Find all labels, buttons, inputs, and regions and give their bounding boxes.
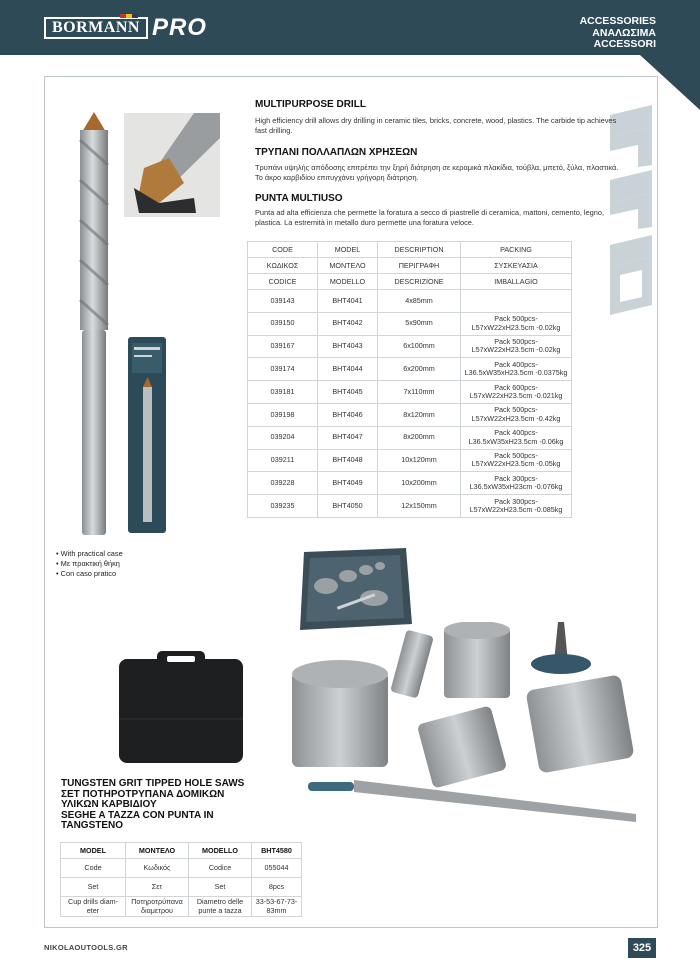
cell-description: 10x120mm — [378, 449, 461, 472]
cell-packing: Pack 500pcs-L57xW22xH23.5cm -0.05kg — [461, 449, 572, 472]
cell-model: BHT4041 — [318, 290, 378, 313]
hole-saws-title-line: ΣΕΤ ΠΟΤΗΡΟΤΡΥΠΑΝΑ ΔΟΜΙΚΩΝ — [61, 788, 225, 800]
brand-suffix: PRO — [151, 14, 207, 41]
page-number: 325 — [628, 938, 656, 958]
cell-packing: Pack 500pcs-L57xW22xH23.5cm -0.02kg — [461, 312, 572, 335]
cell-packing: Pack 300pcs-L36.5xW35xH23cm -0.076kg — [461, 472, 572, 495]
cell-description: 7x110mm — [378, 381, 461, 404]
hole-saws-title-line: TUNGSTEN GRIT TIPPED HOLE SAWS — [61, 778, 245, 789]
spec-header-row — [248, 258, 572, 274]
col-description: DESCRIZIONE — [378, 274, 461, 290]
cell-description: 4x85mm — [378, 290, 461, 313]
hole-saws-title — [61, 779, 244, 832]
hole-saws-spec-table — [60, 842, 302, 917]
table-row — [248, 495, 572, 518]
cell-model: BHT4042 — [318, 312, 378, 335]
drill-bit-image — [74, 110, 114, 538]
cell-model: BHT4049 — [318, 472, 378, 495]
spec-header-row — [248, 242, 572, 258]
col-model-gr: ΜΟΝΤΕΛΟ — [126, 843, 189, 859]
cell-code: 039228 — [248, 472, 318, 495]
cell-code: 039211 — [248, 449, 318, 472]
col-model-it: MODELLO — [189, 843, 252, 859]
drill-title-it: PUNTA MULTIUSO — [255, 193, 343, 204]
table-row — [248, 335, 572, 358]
drill-title-gr: ΤΡΥΠΑΝΙ ΠΟΛΛΑΠΛΩΝ ΧΡΗΣΕΩΝ — [255, 147, 418, 158]
drill-package-image — [128, 337, 166, 533]
table-row — [248, 472, 572, 495]
cell-packing: Pack 600pcs-L57xW22xH23.5cm -0.021kg — [461, 381, 572, 404]
table-row — [61, 897, 302, 917]
table-row — [248, 358, 572, 381]
drill-desc-gr: Τρυπάνι υψηλής απόδοσης επιτρέπει την ξηρή διάτρηση σε κεραμικά πλακίδια, τούβλα, μπετό, ξύλα, πλαστικά. Το άκρο καρβιδίου επιτυγχάνει γρήγορη διάτρηση. — [255, 163, 619, 182]
cell-label-en: Code — [61, 859, 126, 878]
col-description: DESCRIPTION — [378, 242, 461, 258]
table-row — [248, 449, 572, 472]
cell-description: 6x100mm — [378, 335, 461, 358]
table-row — [248, 381, 572, 404]
cell-model: BHT4045 — [318, 381, 378, 404]
col-packing: ΣΥΣΚΕΥΑΣΙΑ — [461, 258, 572, 274]
col-code: ΚΩΔΙΚΟΣ — [248, 258, 318, 274]
col-packing: PACKING — [461, 242, 572, 258]
cell-label-it: Diametro delle punte a tazza — [189, 897, 252, 917]
col-description: ΠΕΡΙΓΡΑΦΗ — [378, 258, 461, 274]
section-titles — [580, 16, 656, 51]
col-code: CODICE — [248, 274, 318, 290]
section-title-it: ACCESSORI — [593, 38, 656, 50]
table-row — [248, 312, 572, 335]
cell-code: 039235 — [248, 495, 318, 518]
col-model: MODEL — [61, 843, 126, 859]
hole-saws-title-line: ΥΛΙΚΩΝ ΚΑΡΒΙΔΙΟΥ — [61, 799, 157, 810]
cell-value: 8pcs — [252, 878, 302, 897]
cell-code: 039174 — [248, 358, 318, 381]
feature-bullets — [56, 549, 123, 579]
table-row — [248, 290, 572, 313]
cell-code: 039150 — [248, 312, 318, 335]
cell-label-en: Cup drills diam-eter — [61, 897, 126, 917]
col-code: CODE — [248, 242, 318, 258]
table-row — [61, 859, 302, 878]
col-model: MODELLO — [318, 274, 378, 290]
cell-description: 8x200mm — [378, 426, 461, 449]
cell-model: BHT4050 — [318, 495, 378, 518]
bullet-item: • Με πρακτική θήκη — [56, 559, 120, 568]
cell-label-it: Codice — [189, 859, 252, 878]
flag-stripes-icon — [120, 14, 138, 18]
cell-code: 039143 — [248, 290, 318, 313]
section-title-en: ACCESSORIES — [579, 15, 656, 27]
hole-saws-image — [288, 622, 636, 822]
cell-model: BHT4047 — [318, 426, 378, 449]
cell-value: 055044 — [252, 859, 302, 878]
cell-model: BHT4046 — [318, 403, 378, 426]
cell-description: 6x200mm — [378, 358, 461, 381]
drill-desc-en: High efficiency drill allows dry drilling in ceramic tiles, bricks, concrete, wood, plastics. The carbide tip achieves fast drilling. — [255, 116, 617, 135]
cell-model: BHT4048 — [318, 449, 378, 472]
drill-tip-closeup-image — [124, 113, 220, 217]
cell-packing: Pack 400pcs- L36.5xW35xH23.5cm -0.0375kg — [461, 358, 572, 381]
table-row — [248, 426, 572, 449]
set-header-row — [61, 843, 302, 859]
cell-label-gr: Κωδικός — [126, 859, 189, 878]
table-row — [61, 878, 302, 897]
col-model: ΜΟΝΤΕΛΟ — [318, 258, 378, 274]
drill-title-en: MULTIPURPOSE DRILL — [255, 99, 366, 110]
cell-packing: Pack 300pcs-L57xW22xH23.5cm -0.085kg — [461, 495, 572, 518]
col-model-value: BHT4580 — [252, 843, 302, 859]
brand-name: BORMANN — [44, 17, 148, 39]
hole-saw-case-open-image — [296, 548, 414, 632]
section-title-gr: ΑΝΑΛΩΣΙΜΑ — [592, 26, 656, 39]
drill-spec-table — [247, 241, 572, 518]
cell-packing: Pack 500pcs-L57xW22xH23.5cm -0.02kg — [461, 335, 572, 358]
cell-packing — [461, 290, 572, 313]
brand-logo — [44, 14, 207, 41]
cell-description: 8x120mm — [378, 403, 461, 426]
drill-desc-it: Punta ad alta efficienza che permette la foratura a secco di piastrelle di ceramica, mattoni, cemento, legno, plastica. La estremità in metallo duro permette una foratura veloce. — [255, 208, 605, 227]
cell-code: 039198 — [248, 403, 318, 426]
hole-saws-title-line: SEGHE A TAZZA CON PUNTA IN — [61, 809, 214, 821]
col-packing: IMBALLAGIO — [461, 274, 572, 290]
cell-code: 039167 — [248, 335, 318, 358]
hole-saw-case-closed-image — [117, 649, 245, 765]
cell-description: 12x150mm — [378, 495, 461, 518]
cell-label-it: Set — [189, 878, 252, 897]
bullet-item: • With practical case — [56, 549, 123, 558]
cell-value: 33-53-67-73-83mm — [252, 897, 302, 917]
cell-model: BHT4043 — [318, 335, 378, 358]
cell-description: 10x200mm — [378, 472, 461, 495]
cell-description: 5x90mm — [378, 312, 461, 335]
table-row — [248, 403, 572, 426]
cell-model: BHT4044 — [318, 358, 378, 381]
cell-packing: Pack 400pcs- L36.5xW35xH23.5cm -0.06kg — [461, 426, 572, 449]
cell-code: 039204 — [248, 426, 318, 449]
cell-label-gr: Ποτηροτρύπανα διαμετρου — [126, 897, 189, 917]
col-model: MODEL — [318, 242, 378, 258]
spec-header-row — [248, 274, 572, 290]
footer-website: NIKOLAOUTOOLS.GR — [44, 943, 128, 952]
cell-label-en: Set — [61, 878, 126, 897]
bullet-item: • Con caso pratico — [56, 569, 117, 578]
cell-label-gr: Σετ — [126, 878, 189, 897]
cell-packing: Pack 500pcs-L57xW22xH23.5cm -0.42kg — [461, 403, 572, 426]
hole-saws-title-line: TANGSTENO — [61, 820, 124, 831]
cell-code: 039181 — [248, 381, 318, 404]
